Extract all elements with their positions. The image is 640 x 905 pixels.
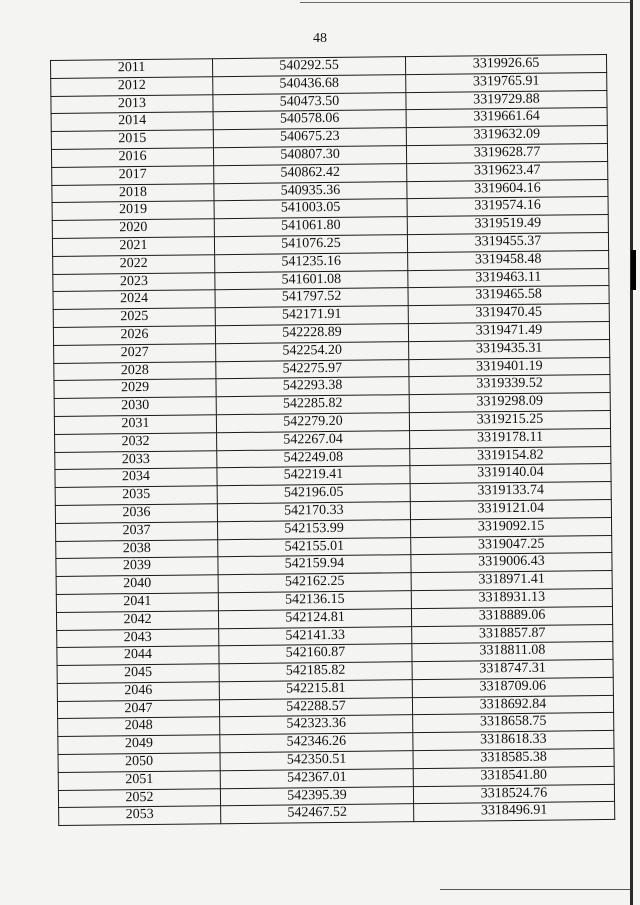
point-number-cell: 2020 (52, 219, 214, 239)
y-coordinate-cell: 3318747.31 (412, 660, 613, 680)
y-coordinate-cell: 3319047.25 (411, 535, 612, 555)
point-number-cell: 2027 (54, 343, 216, 363)
x-coordinate-cell: 542467.52 (221, 804, 414, 824)
point-number-cell: 2046 (57, 682, 219, 702)
point-number-cell: 2044 (57, 646, 219, 666)
y-coordinate-cell: 3318889.06 (411, 606, 612, 626)
point-number-cell: 2032 (55, 432, 217, 452)
x-coordinate-cell: 542228.89 (215, 324, 408, 344)
x-coordinate-cell: 542323.36 (220, 715, 413, 735)
point-number-cell: 2011 (51, 59, 213, 79)
x-coordinate-cell: 541797.52 (215, 288, 408, 308)
point-number-cell: 2029 (54, 379, 216, 399)
x-coordinate-cell: 542215.81 (219, 680, 412, 700)
x-coordinate-cell: 541601.08 (215, 270, 408, 290)
x-coordinate-cell: 542153.99 (218, 519, 411, 539)
point-number-cell: 2028 (54, 361, 216, 381)
x-coordinate-cell: 542219.41 (217, 466, 410, 486)
point-number-cell: 2047 (57, 699, 219, 719)
y-coordinate-cell: 3319465.58 (408, 286, 609, 306)
x-coordinate-cell: 540436.68 (213, 74, 406, 94)
x-coordinate-cell: 542275.97 (216, 359, 409, 379)
page-number: 48 (313, 31, 327, 46)
point-number-cell: 2031 (54, 415, 216, 435)
point-number-cell: 2052 (58, 788, 220, 808)
point-number-cell: 2026 (53, 326, 215, 346)
point-number-cell: 2038 (56, 539, 218, 559)
point-number-cell: 2045 (57, 664, 219, 684)
y-coordinate-cell: 3319623.47 (407, 161, 608, 181)
y-coordinate-cell: 3319133.74 (410, 482, 611, 502)
x-coordinate-cell: 542141.33 (219, 626, 412, 646)
point-number-cell: 2023 (53, 272, 215, 292)
y-coordinate-cell: 3319006.43 (411, 553, 612, 573)
y-coordinate-cell: 3319178.11 (410, 428, 611, 448)
x-coordinate-cell: 542267.04 (217, 430, 410, 450)
x-coordinate-cell: 542285.82 (216, 395, 409, 415)
x-coordinate-cell: 542279.20 (216, 413, 409, 433)
y-coordinate-cell: 3318618.33 (413, 731, 614, 751)
point-number-cell: 2053 (59, 806, 221, 826)
x-coordinate-cell: 540935.36 (214, 181, 407, 201)
y-coordinate-cell: 3318709.06 (412, 677, 613, 697)
y-coordinate-cell: 3319092.15 (410, 517, 611, 537)
x-coordinate-cell: 542159.94 (218, 555, 411, 575)
y-coordinate-cell: 3319401.19 (409, 357, 610, 377)
point-number-cell: 2025 (53, 308, 215, 328)
point-number-cell: 2021 (52, 237, 214, 257)
x-coordinate-cell: 542367.01 (220, 768, 413, 788)
y-coordinate-cell: 3318971.41 (411, 571, 612, 591)
x-coordinate-cell: 542124.81 (218, 608, 411, 628)
point-number-cell: 2041 (56, 593, 218, 613)
x-coordinate-cell: 542288.57 (219, 697, 412, 717)
y-coordinate-cell: 3319574.16 (407, 197, 608, 217)
point-number-cell: 2024 (53, 290, 215, 310)
point-number-cell: 2048 (58, 717, 220, 737)
point-number-cell: 2030 (54, 397, 216, 417)
coordinate-table-container (50, 54, 614, 826)
y-coordinate-cell: 3318931.13 (411, 588, 612, 608)
x-coordinate-cell: 541061.80 (214, 217, 407, 237)
y-coordinate-cell: 3319435.31 (409, 339, 610, 359)
x-coordinate-cell: 542170.33 (217, 502, 410, 522)
point-number-cell: 2016 (51, 148, 213, 168)
y-coordinate-cell: 3319154.82 (410, 446, 611, 466)
x-coordinate-cell: 542171.91 (215, 306, 408, 326)
y-coordinate-cell: 3319519.49 (407, 215, 608, 235)
point-number-cell: 2035 (55, 486, 217, 506)
point-number-cell: 2034 (55, 468, 217, 488)
y-coordinate-cell: 3319661.64 (406, 108, 607, 128)
y-coordinate-cell: 3318857.87 (412, 624, 613, 644)
point-number-cell: 2019 (52, 201, 214, 221)
x-coordinate-cell: 542350.51 (220, 751, 413, 771)
x-coordinate-cell: 540292.55 (212, 57, 405, 77)
scan-edge-mark (631, 250, 636, 290)
y-coordinate-cell: 3319926.65 (405, 54, 606, 74)
point-number-cell: 2036 (55, 504, 217, 524)
x-coordinate-cell: 541003.05 (214, 199, 407, 219)
y-coordinate-cell: 3319455.37 (407, 232, 608, 252)
y-coordinate-cell: 3319604.16 (407, 179, 608, 199)
x-coordinate-cell: 542136.15 (218, 591, 411, 611)
y-coordinate-cell: 3318496.91 (414, 802, 615, 822)
y-coordinate-cell: 3319628.77 (406, 143, 607, 163)
y-coordinate-cell: 3319121.04 (410, 499, 611, 519)
point-number-cell: 2039 (56, 557, 218, 577)
y-coordinate-cell: 3319471.49 (408, 321, 609, 341)
x-coordinate-cell: 542395.39 (220, 786, 413, 806)
point-number-cell: 2013 (51, 94, 213, 114)
x-coordinate-cell: 540578.06 (213, 110, 406, 130)
x-coordinate-cell: 542162.25 (218, 573, 411, 593)
coordinate-table-body (51, 54, 615, 825)
point-number-cell: 2033 (55, 450, 217, 470)
y-coordinate-cell: 3318585.38 (413, 749, 614, 769)
y-coordinate-cell: 3319298.09 (409, 393, 610, 413)
y-coordinate-cell: 3319339.52 (409, 375, 610, 395)
point-number-cell: 2018 (52, 183, 214, 203)
y-coordinate-cell: 3319463.11 (408, 268, 609, 288)
x-coordinate-cell: 542196.05 (217, 484, 410, 504)
point-number-cell: 2022 (53, 254, 215, 274)
point-number-cell: 2040 (56, 575, 218, 595)
x-coordinate-cell: 540807.30 (213, 146, 406, 166)
x-coordinate-cell: 541235.16 (215, 252, 408, 272)
x-coordinate-cell: 542346.26 (220, 733, 413, 753)
x-coordinate-cell: 540675.23 (213, 128, 406, 148)
point-number-cell: 2051 (58, 771, 220, 791)
x-coordinate-cell: 542155.01 (218, 537, 411, 557)
y-coordinate-cell: 3319765.91 (406, 72, 607, 92)
x-coordinate-cell: 542160.87 (219, 644, 412, 664)
point-number-cell: 2012 (51, 77, 213, 97)
x-coordinate-cell: 542185.82 (219, 662, 412, 682)
y-coordinate-cell: 3318811.08 (412, 642, 613, 662)
y-coordinate-cell: 3318692.84 (412, 695, 613, 715)
point-number-cell: 2037 (56, 521, 218, 541)
page-top-rule (300, 2, 630, 3)
x-coordinate-cell: 542293.38 (216, 377, 409, 397)
y-coordinate-cell: 3319140.04 (410, 464, 611, 484)
y-coordinate-cell: 3319470.45 (408, 304, 609, 324)
y-coordinate-cell: 3319632.09 (406, 126, 607, 146)
point-number-cell: 2015 (51, 130, 213, 150)
page-bottom-rule (440, 889, 630, 890)
y-coordinate-cell: 3319458.48 (408, 250, 609, 270)
point-number-cell: 2014 (51, 112, 213, 132)
scan-edge-line (630, 0, 633, 905)
point-number-cell: 2043 (57, 628, 219, 648)
point-number-cell: 2049 (58, 735, 220, 755)
x-coordinate-cell: 540862.42 (214, 163, 407, 183)
y-coordinate-cell: 3319729.88 (406, 90, 607, 110)
y-coordinate-cell: 3318541.80 (413, 766, 614, 786)
x-coordinate-cell: 541076.25 (214, 235, 407, 255)
point-number-cell: 2050 (58, 753, 220, 773)
coordinate-table (50, 54, 615, 826)
x-coordinate-cell: 542249.08 (217, 448, 410, 468)
x-coordinate-cell: 542254.20 (216, 341, 409, 361)
y-coordinate-cell: 3318658.75 (413, 713, 614, 733)
x-coordinate-cell: 540473.50 (213, 92, 406, 112)
y-coordinate-cell: 3319215.25 (409, 410, 610, 430)
point-number-cell: 2042 (56, 610, 218, 630)
point-number-cell: 2017 (52, 166, 214, 186)
y-coordinate-cell: 3318524.76 (413, 784, 614, 804)
